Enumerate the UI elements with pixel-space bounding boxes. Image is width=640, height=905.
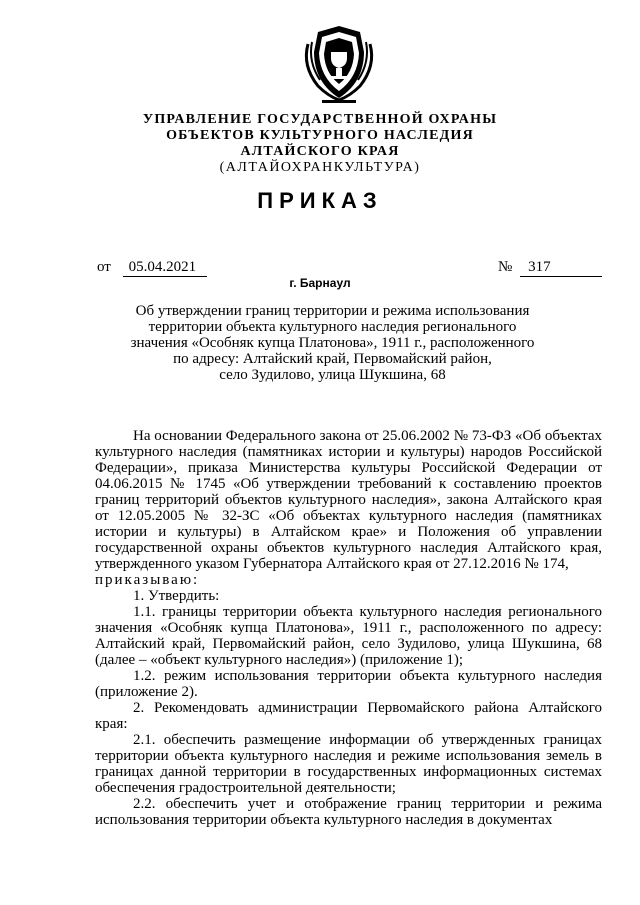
number-field xyxy=(498,259,602,277)
document-subject xyxy=(130,303,535,383)
subject-line: по адресу: Алтайский край, Первомайский район, xyxy=(173,351,492,367)
subject-line: территории объекта культурного наследия регионального xyxy=(148,319,517,335)
number-prefix: № xyxy=(498,259,513,275)
item-2-2: 2.2. обеспечить учет и отображение границ территории и режима использования территории объекта культурного наследия в документах xyxy=(95,796,602,828)
subject-line: значения «Особняк купца Платонова», 1911 г., расположенного xyxy=(130,335,535,351)
org-name-line-3: АЛТАЙСКОГО КРАЯ xyxy=(240,144,400,159)
coat-of-arms-emblem xyxy=(298,22,380,104)
document-title: ПРИКАЗ xyxy=(257,188,383,213)
number-value: 317 xyxy=(520,259,602,277)
item-2-1: 2.1. обеспечить размещение информации об утвержденных границах территории объекта культурного наследия и режиме использования земель в границах данной территории в государственных информационных системах обеспечения градостроительной деятельности; xyxy=(95,732,602,796)
org-abbreviation: (АЛТАЙОХРАНКУЛЬТУРА) xyxy=(219,160,421,175)
subject-line: село Зудилово, улица Шукшина, 68 xyxy=(219,367,446,383)
date-field xyxy=(97,259,207,277)
subject-line: Об утверждении границ территории и режима использования xyxy=(135,303,530,319)
item-1-2: 1.2. режим использования территории объекта культурного наследия (приложение 2). xyxy=(95,668,602,700)
item-1: 1. Утвердить: xyxy=(133,588,220,604)
date-prefix: от xyxy=(97,259,111,275)
order-word: приказываю: xyxy=(95,572,200,588)
org-name-line-1: УПРАВЛЕНИЕ ГОСУДАРСТВЕННОЙ ОХРАНЫ xyxy=(142,112,498,127)
item-1-1: 1.1. границы территории объекта культурного наследия регионального значения «Особняк купца Платонова», 1911 г., расположенного по адресу: Алтайский край, Первомайский район, село Зудилово, улица Шукшина, 68 (далее – «объект культурного наследия») (приложение 1); xyxy=(95,604,602,668)
item-2: 2. Рекомендовать администрации Первомайского района Алтайского края: xyxy=(95,700,602,732)
intro-paragraph: На основании Федерального закона от 25.06.2002 № 73-ФЗ «Об объектах культурного наследия (памятниках истории и культуры) народов Российской Федерации», приказа Министерства культуры Российской Федерации от 04.06.2015 № 1745 «Об утверждении требований к составлению проектов границ территорий объектов культурного наследия», закона Алтайского края от 12.05.2005 № 32-ЗС «Об объектах культурного наследия (памятниках истории и культуры) в Алтайском крае» и Положения об управлении государственной охраны объектов культурного наследия Алтайского края, утвержденного указом Губернатора Алтайского края от 27.12.2016 № 174, xyxy=(95,428,602,572)
org-name-line-2: ОБЪЕКТОВ КУЛЬТУРНОГО НАСЛЕДИЯ xyxy=(166,128,474,143)
city-label: г. Барнаул xyxy=(289,276,351,290)
document-body xyxy=(95,428,602,828)
date-value: 05.04.2021 xyxy=(123,259,207,277)
